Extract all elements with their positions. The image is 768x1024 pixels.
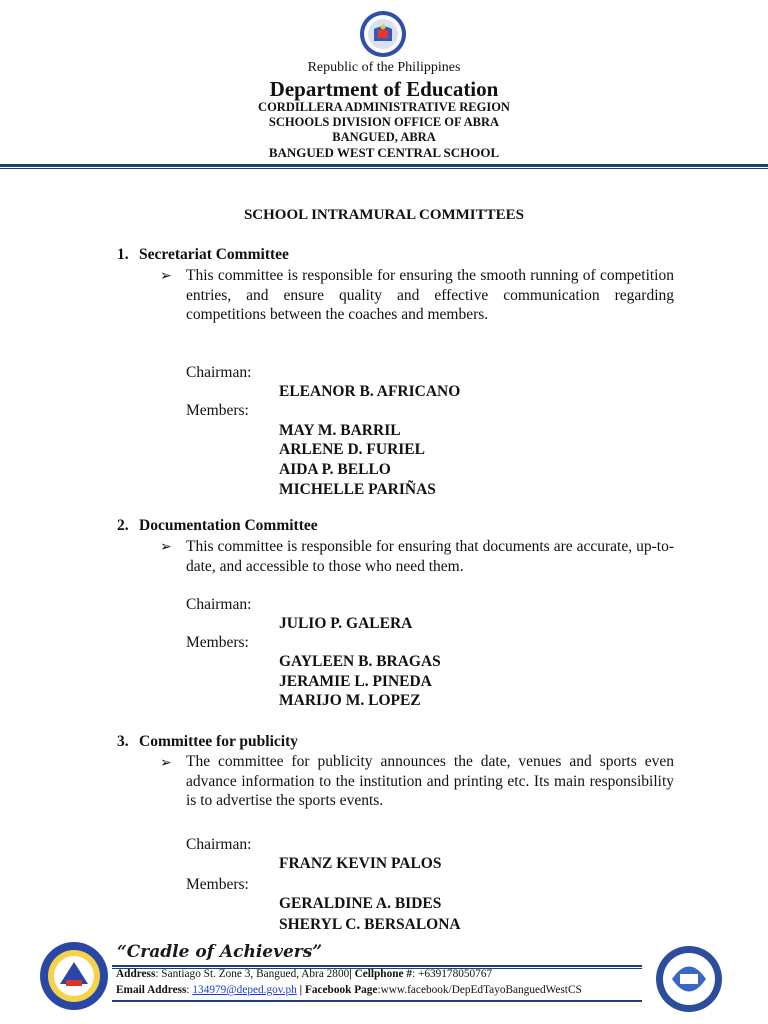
school-name: BANGUED WEST CENTRAL SCHOOL — [268, 145, 500, 160]
member-name: AIDA P. BELLO — [279, 461, 391, 478]
committee-heading — [117, 733, 298, 751]
member-name: MAY M. BARRIL — [279, 422, 401, 439]
member-name: GAYLEEN B. BRAGAS — [279, 653, 441, 670]
deped-seal-logo — [350, 10, 416, 58]
email-label: Email Address — [116, 984, 187, 996]
committee-heading — [117, 246, 289, 264]
header-divider-thin — [0, 168, 768, 169]
member-name: MICHELLE PARIÑAS — [279, 481, 436, 498]
committee-heading — [117, 517, 318, 535]
arrow-bullet-icon: ➢ — [160, 540, 172, 555]
letter-footer — [0, 938, 768, 1024]
member-name: GERALDINE A. BIDES — [279, 895, 442, 912]
member-name: MARIJO M. LOPEZ — [279, 692, 421, 709]
footer-divider-bottom — [112, 1000, 642, 1002]
chairman-name: JULIO P. GALERA — [279, 615, 413, 632]
address-label: Address — [116, 968, 156, 980]
footer-contact-row: Address: Santiago St. Zone 3, Bangued, Abra 2800| Cellphone #: +639178050767 — [116, 968, 493, 980]
members-label: Members: — [186, 402, 249, 419]
committee-name: Documentation Committee — [139, 517, 318, 534]
committee-description: This committee is responsible for ensuring the smooth running of competition entries, and ensure quality and effective communication regarding competitions between the coaches and members. — [186, 267, 674, 323]
department-name: Department of Education — [269, 77, 499, 101]
committee-description: The committee for publicity announces the date, venues and sports even advance information to the institution and printing etc. Its main responsibility is to advertise the sports events. — [186, 753, 674, 809]
chairman-label: Chairman: — [186, 836, 252, 853]
header-divider — [0, 164, 768, 167]
member-name: JERAMIE L. PINEDA — [279, 673, 432, 690]
school-seal-logo — [38, 940, 110, 1012]
document-title: SCHOOL INTRAMURAL COMMITTEES — [243, 207, 525, 223]
republic-line: Republic of the Philippines — [307, 60, 461, 75]
footer-online-row: Email Address: 134979@deped.gov.ph | Facebook Page:www.facebook/DepEdTayoBanguedWestCS — [116, 984, 582, 996]
address-value: : Santiago St. Zone 3, Bangued, Abra 2800 — [155, 968, 350, 980]
members-label: Members: — [186, 876, 249, 893]
footer-divider — [112, 965, 642, 967]
member-name: ARLENE D. FURIEL — [279, 441, 425, 458]
location-line: BANGUED, ABRA — [332, 130, 436, 144]
chairman-label: Chairman: — [186, 364, 252, 381]
committee-number: 2. — [117, 517, 129, 534]
certification-logo — [652, 944, 726, 1014]
cellphone-label: Cellphone # — [354, 968, 412, 980]
facebook-value: :www.facebook/DepEdTayoBanguedWestCS — [377, 984, 582, 996]
members-label: Members: — [186, 634, 249, 651]
region-line: CORDILLERA ADMINISTRATIVE REGION — [258, 100, 510, 114]
letterhead — [0, 0, 768, 170]
school-tagline: “Cradle of Achievers” — [117, 942, 323, 962]
committee-number: 1. — [117, 246, 129, 263]
email-link[interactable]: 134979@deped.gov.ph — [192, 984, 297, 996]
chairman-label: Chairman: — [186, 596, 252, 613]
arrow-bullet-icon: ➢ — [160, 756, 172, 771]
committee-name: Secretariat Committee — [139, 246, 289, 263]
division-line: SCHOOLS DIVISION OFFICE OF ABRA — [268, 115, 500, 129]
arrow-bullet-icon: ➢ — [160, 269, 172, 284]
member-name: SHERYL C. BERSALONA — [279, 916, 461, 933]
facebook-label: Facebook Page — [304, 984, 378, 996]
committee-number: 3. — [117, 733, 129, 750]
cellphone-value: : +639178050767 — [412, 968, 493, 980]
chairman-name: FRANZ KEVIN PALOS — [279, 855, 442, 872]
committee-name: Committee for publicity — [139, 733, 298, 750]
committee-description: This committee is responsible for ensuring that documents are accurate, up-to-date, and accessible to those who need them. — [186, 538, 674, 575]
chairman-name: ELEANOR B. AFRICANO — [279, 383, 461, 400]
